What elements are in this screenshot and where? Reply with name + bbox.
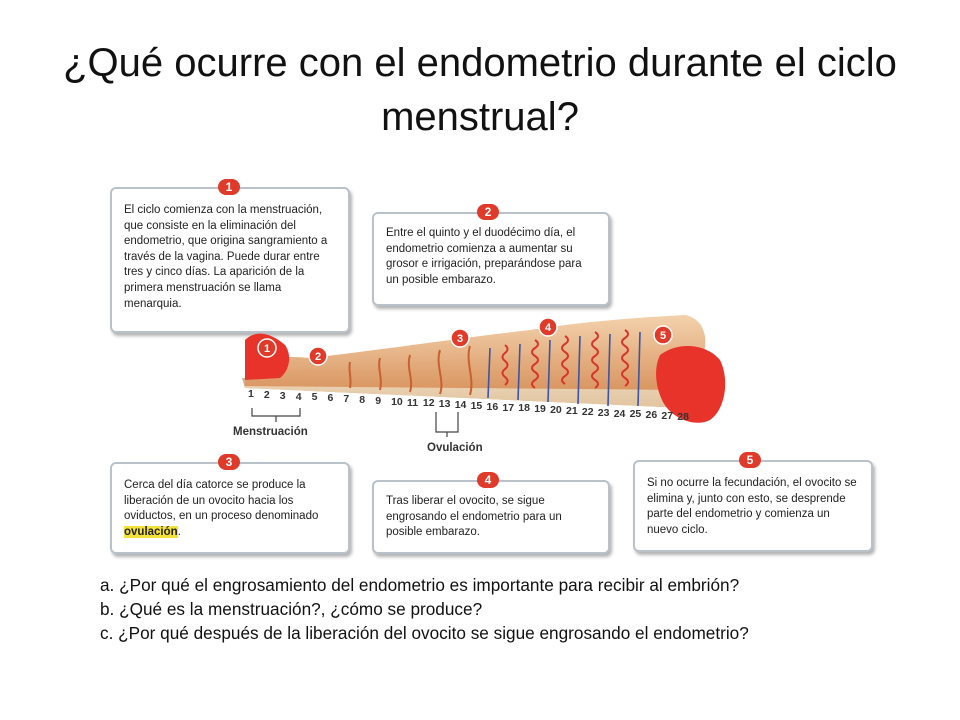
info-box-4-text: Tras liberar el ovocito, se sigue engrosando el endometrio para un posible embarazo. — [386, 495, 562, 539]
info-box-2 — [372, 212, 610, 306]
day-label: 14 — [454, 399, 467, 412]
step-badge-1: 1 — [218, 179, 240, 195]
day-label: 18 — [518, 402, 530, 415]
day-label: 9 — [375, 394, 382, 407]
day-label: 7 — [343, 393, 350, 406]
step-badge-3: 3 — [218, 454, 240, 470]
day-label: 4 — [295, 390, 302, 403]
day-label: 21 — [566, 405, 578, 417]
day-label: 17 — [502, 401, 515, 414]
day-label: 16 — [486, 400, 499, 413]
day-label: 27 — [661, 410, 674, 423]
day-label: 15 — [470, 399, 483, 412]
day-label: 26 — [645, 409, 658, 422]
diagram-marker-3: 3 — [456, 333, 464, 345]
info-box-4 — [372, 480, 610, 554]
diagram-marker-1: 1 — [263, 343, 271, 355]
info-box-1-text: El ciclo comienza con la menstruación, que consiste en la eliminación del endometrio, que origina sangramiento a través de la vagina. Puede durar entre tres y cinco días. La aparición de la primera menstruación se llama menarquia. — [124, 204, 328, 310]
diagram-marker-2: 2 — [314, 351, 322, 363]
endometrium-diagram — [230, 300, 730, 470]
info-box-2-text: Entre el quinto y el duodécimo día, el endometrio comienza a aumentar su grosor e irrigación, preparándose para un posible embarazo. — [386, 227, 582, 286]
day-label: 10 — [391, 395, 403, 408]
day-label: 19 — [534, 403, 546, 416]
ovulacion-label: Ovulación — [427, 442, 483, 454]
day-label: 2 — [263, 388, 270, 401]
diagram-marker-5: 5 — [659, 330, 667, 342]
day-label: 3 — [279, 389, 286, 402]
day-label: 25 — [629, 408, 642, 421]
diagram-marker-4: 4 — [544, 322, 552, 334]
info-box-3-end: . — [177, 525, 181, 538]
day-label: 8 — [359, 393, 366, 406]
day-label: 24 — [613, 407, 626, 420]
day-label: 12 — [422, 397, 435, 410]
day-label: 22 — [581, 405, 594, 418]
question-c: c. ¿Por qué después de la liberación del ovocito se sigue engrosando el endometrio? — [100, 623, 749, 643]
step-badge-4: 4 — [477, 472, 499, 488]
day-label: 20 — [550, 404, 562, 417]
day-label: 23 — [597, 406, 610, 419]
info-box-5-text: Si no ocurre la fecundación, el ovocito se elimina y, junto con esto, se desprende parte del endometrio y comienza un nuevo ciclo. — [647, 477, 857, 536]
step-badge-2: 2 — [477, 204, 499, 220]
day-label: 5 — [311, 391, 318, 404]
step-badge-5: 5 — [739, 452, 761, 468]
day-label: 13 — [438, 398, 451, 411]
day-label: 1 — [248, 388, 254, 400]
day-label: 28 — [677, 410, 689, 423]
info-box-3 — [110, 462, 350, 554]
question-a: a. ¿Por qué el engrosamiento del endometrio es importante para recibir al embrión? — [100, 575, 740, 595]
ovulacion-highlight: ovulación — [124, 525, 178, 538]
day-label: 6 — [327, 392, 334, 405]
info-box-3-text: Cerca del día catorce se produce la liberación de un ovocito hacia los oviductos, en un proceso denominado — [124, 479, 319, 523]
slide-title: ¿Qué ocurre con el endometrio durante el ciclo menstrual? — [63, 41, 897, 139]
question-b: b. ¿Qué es la menstruación?, ¿cómo se produce? — [100, 599, 483, 619]
day-label: 11 — [407, 396, 419, 409]
questions-block — [100, 573, 940, 645]
menstruacion-label: Menstruación — [233, 426, 308, 438]
